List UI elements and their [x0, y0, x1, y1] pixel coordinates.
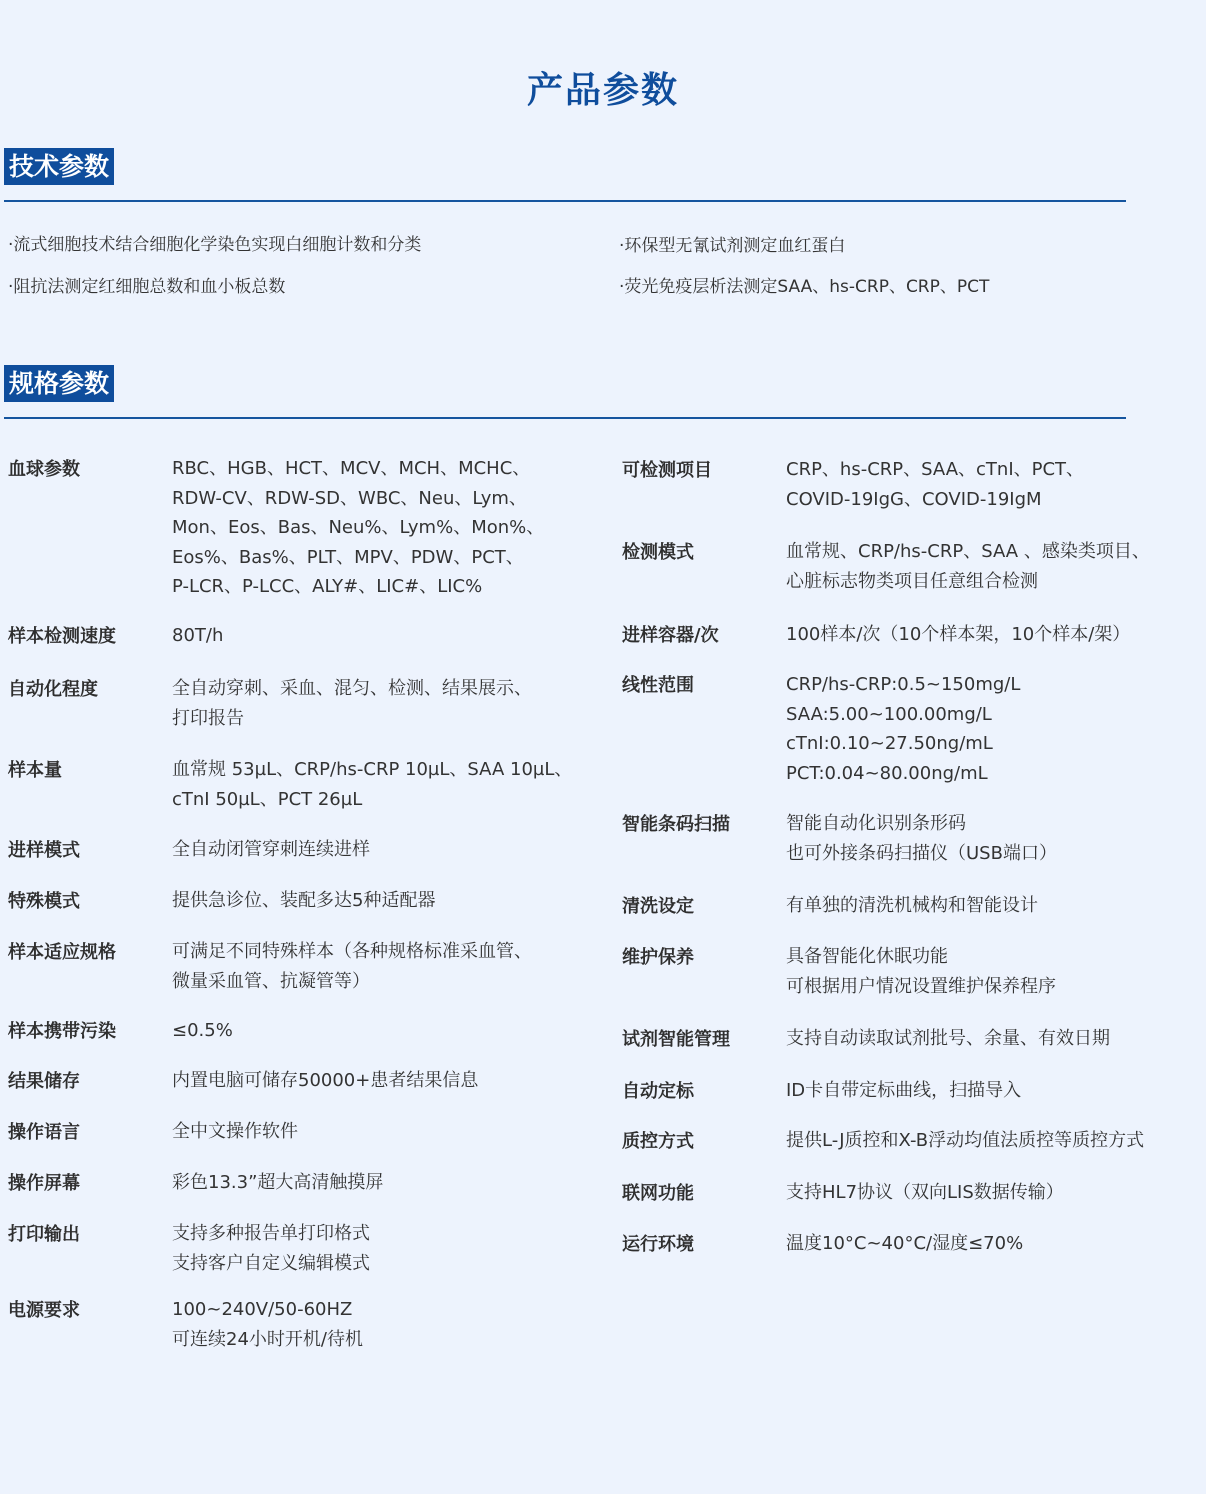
spec-value — [786, 809, 1057, 868]
spec-value-line: 具备智能化休眠功能 — [786, 946, 948, 967]
spec-value-line: SAA:5.00~100.00mg/L — [786, 703, 992, 725]
spec-label: 质控方式 — [622, 1131, 694, 1152]
spec-row — [622, 1077, 1022, 1107]
spec-value-line: 血常规、CRP/hs-CRP、SAA 、感染类项目、 — [786, 541, 1150, 562]
spec-value-line: 温度10°C~40°C/湿度≤70% — [786, 1233, 1024, 1254]
spec-value-line: 支持自动读取试剂批号、余量、有效日期 — [786, 1028, 1110, 1049]
spec-row — [8, 1296, 363, 1350]
spec-row — [8, 675, 532, 729]
spec-label: 打印输出 — [8, 1224, 80, 1245]
spec-value-line: 内置电脑可储存50000+患者结果信息 — [172, 1070, 479, 1091]
spec-value-line: 100~240V/50-60HZ — [172, 1299, 353, 1320]
spec-value-line: 心脏标志物类项目任意组合检测 — [786, 570, 1038, 592]
spec-value-line: 提供L-J质控和X-B浮动均值法质控等质控方式 — [786, 1130, 1145, 1151]
spec-value-line: 可满足不同特殊样本（各种规格标准采血管、 — [172, 941, 532, 962]
spec-value-line: 100样本/次（10个样本架，10个样本/架） — [786, 624, 1131, 645]
spec-value-line: 有单独的清洗机械构和智能设计 — [786, 895, 1038, 916]
page-title: 产品参数 — [526, 70, 679, 111]
spec-value-line: 血常规 53µL、CRP/hs-CRP 10µL、SAA 10µL、 — [172, 759, 573, 780]
spec-row — [622, 943, 1056, 997]
spec-label: 操作语言 — [8, 1122, 80, 1143]
spec-value — [172, 674, 532, 733]
tech-item: ·环保型无氰试剂测定血红蛋白 — [619, 236, 846, 256]
spec-label: 进样模式 — [8, 840, 80, 861]
spec-value — [786, 1178, 1064, 1208]
spec-value — [786, 1024, 1110, 1054]
spec-row — [622, 810, 1057, 864]
spec-value-line: COVID-19IgG、COVID-19IgM — [786, 488, 1042, 510]
spec-value — [172, 621, 223, 651]
spec-value-line: CRP/hs-CRP:0.5~150mg/L — [786, 674, 1021, 695]
spec-value-line: ≤0.5% — [172, 1020, 233, 1041]
spec-row — [622, 892, 1038, 922]
tech-item: ·荧光免疫层析法测定SAA、hs-CRP、CRP、PCT — [619, 277, 990, 297]
spec-value — [172, 835, 370, 865]
spec-section-heading: 规格参数 — [4, 365, 114, 402]
spec-value-line: 支持客户自定义编辑模式 — [172, 1252, 370, 1274]
spec-row — [8, 1169, 384, 1199]
spec-row — [8, 938, 532, 992]
spec-row — [8, 836, 370, 866]
spec-value — [172, 886, 435, 916]
spec-row — [622, 671, 1021, 784]
spec-row — [8, 455, 545, 598]
spec-label: 可检测项目 — [622, 460, 712, 481]
spec-row — [622, 1179, 1064, 1209]
spec-value-line: 支持多种报告单打印格式 — [172, 1223, 370, 1244]
spec-value-line: 全自动闭管穿刺连续进样 — [172, 839, 370, 860]
spec-label: 样本检测速度 — [8, 626, 116, 647]
spec-value — [786, 670, 1020, 788]
spec-value-line: 也可外接条码扫描仪（USB端口） — [786, 842, 1057, 864]
spec-value-line: P-LCR、P-LCC、ALY#、LIC#、LIC% — [172, 576, 483, 598]
spec-label: 运行环境 — [622, 1234, 694, 1255]
spec-value-line: RDW-CV、RDW-SD、WBC、Neu、Lym、 — [172, 487, 527, 509]
spec-value-line: 可根据用户情况设置维护保养程序 — [786, 975, 1056, 997]
spec-row — [622, 456, 1085, 510]
spec-label: 特殊模式 — [8, 891, 80, 912]
spec-value-line: 可连续24小时开机/待机 — [172, 1328, 363, 1350]
spec-value — [786, 455, 1084, 514]
spec-row — [622, 1025, 1110, 1055]
spec-row — [8, 756, 573, 810]
spec-value — [786, 942, 1056, 1001]
tech-item: ·阻抗法测定红细胞总数和血小板总数 — [8, 277, 286, 297]
spec-value-line: 80T/h — [172, 625, 224, 646]
spec-value — [786, 891, 1038, 921]
spec-row — [8, 1220, 370, 1274]
spec-label: 操作屏幕 — [8, 1173, 80, 1194]
spec-label: 联网功能 — [622, 1183, 694, 1204]
spec-value-line: Eos%、Bas%、PLT、MPV、PDW、PCT、 — [172, 546, 524, 568]
spec-value-line: RBC、HGB、HCT、MCV、MCH、MCHC、 — [172, 458, 531, 479]
spec-row — [622, 1127, 1145, 1157]
spec-label: 样本适应规格 — [8, 942, 116, 963]
spec-label: 自动定标 — [622, 1081, 694, 1102]
spec-value — [786, 1076, 1021, 1106]
spec-value-line: cTnI:0.10~27.50ng/mL — [786, 733, 993, 755]
spec-row — [8, 887, 436, 917]
spec-label: 血球参数 — [8, 459, 80, 480]
spec-row — [622, 538, 1150, 592]
spec-value — [172, 454, 544, 602]
spec-value-line: 全自动穿刺、采血、混匀、检测、结果展示、 — [172, 678, 532, 699]
spec-value — [172, 1219, 370, 1278]
spec-label: 样本量 — [8, 760, 62, 781]
spec-value-line: cTnI 50µL、PCT 26µL — [172, 788, 363, 810]
spec-value-line: 支持HL7协议（双向LIS数据传输） — [786, 1182, 1064, 1203]
spec-value — [786, 537, 1150, 596]
spec-label: 清洗设定 — [622, 896, 694, 917]
tech-item: ·流式细胞技术结合细胞化学染色实现白细胞计数和分类 — [8, 235, 422, 255]
spec-value-line: 彩色13.3”超大高清触摸屏 — [172, 1172, 384, 1193]
spec-row — [622, 1230, 1024, 1260]
spec-value — [172, 1168, 383, 1198]
spec-row — [622, 621, 1131, 651]
spec-label: 维护保养 — [622, 947, 694, 968]
spec-value — [172, 1066, 478, 1096]
spec-value-line: 提供急诊位、装配多达5种适配器 — [172, 890, 436, 911]
spec-value — [172, 1016, 233, 1046]
spec-value-line: 全中文操作软件 — [172, 1121, 298, 1142]
spec-label: 电源要求 — [8, 1300, 80, 1321]
spec-label: 进样容器/次 — [622, 625, 719, 646]
spec-value — [172, 1295, 363, 1354]
spec-label: 结果储存 — [8, 1071, 80, 1092]
spec-row — [8, 1017, 233, 1047]
tech-divider — [4, 200, 1126, 202]
spec-label: 线性范围 — [622, 675, 694, 696]
spec-value-line: CRP、hs-CRP、SAA、cTnI、PCT、 — [786, 459, 1085, 480]
spec-row — [8, 1067, 479, 1097]
spec-divider — [4, 417, 1126, 419]
spec-label: 检测模式 — [622, 542, 694, 563]
spec-label: 自动化程度 — [8, 679, 98, 700]
spec-value-line: 微量采血管、抗凝管等） — [172, 970, 370, 992]
spec-label: 试剂智能管理 — [622, 1029, 730, 1050]
tech-section-heading: 技术参数 — [4, 148, 114, 185]
spec-label: 样本携带污染 — [8, 1021, 116, 1042]
spec-value — [786, 1126, 1144, 1156]
spec-value-line: Mon、Eos、Bas、Neu%、Lym%、Mon%、 — [172, 517, 545, 539]
spec-value-line: 打印报告 — [172, 707, 244, 729]
spec-value-line: PCT:0.04~80.00ng/mL — [786, 762, 988, 784]
spec-value — [786, 1229, 1023, 1259]
spec-value-line: 智能自动化识别条形码 — [786, 813, 966, 834]
spec-row — [8, 1118, 298, 1148]
spec-row — [8, 622, 224, 652]
spec-value-line: ID卡自带定标曲线，扫描导入 — [786, 1080, 1022, 1101]
spec-label: 智能条码扫描 — [622, 814, 730, 835]
spec-value — [172, 1117, 298, 1147]
spec-value — [172, 755, 572, 814]
spec-value — [172, 937, 532, 996]
spec-value — [786, 620, 1130, 650]
